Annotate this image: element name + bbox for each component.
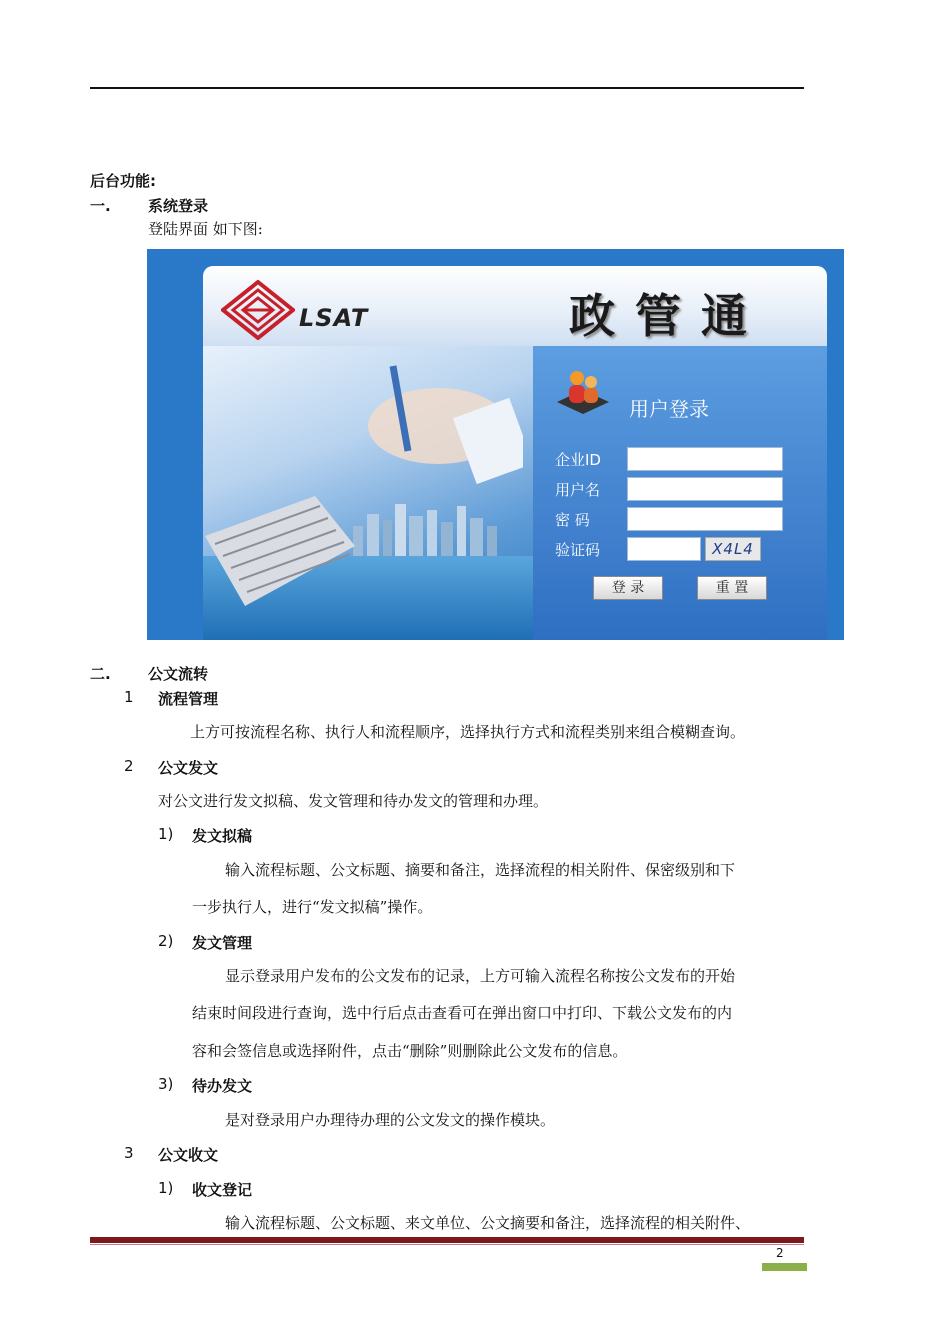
subitem-number-2-3: 3) — [158, 1075, 174, 1093]
pending-send-text: 是对登录用户办理待办理的公文发文的操作模块。 — [225, 1111, 556, 1129]
item-title-flow-management: 流程管理 — [158, 690, 219, 708]
password-input[interactable] — [627, 507, 783, 531]
document-send-text: 对公文进行发文拟稿、发文管理和待办发文的管理和办理。 — [158, 792, 549, 810]
logo-text: LSAT — [299, 304, 369, 332]
label-captcha: 验证码 — [555, 541, 601, 559]
captcha-image[interactable]: X4L4 — [705, 537, 761, 561]
header-rule — [90, 87, 804, 89]
footer-rule — [90, 1237, 804, 1243]
send-management-line-1: 显示登录用户发布的公文发布的记录，上方可输入流程名称按公文发布的开始 — [225, 967, 736, 985]
section-title-login: 系统登录 — [148, 197, 209, 215]
label-username: 用户名 — [555, 481, 601, 499]
item-number-2: 2 — [124, 757, 134, 775]
login-screenshot — [147, 249, 844, 640]
subitem-title-draft: 发文拟稿 — [192, 827, 253, 845]
label-enterprise-id: 企业ID — [555, 451, 601, 469]
username-input[interactable] — [627, 477, 783, 501]
subitem-number-2-2: 2) — [158, 932, 174, 950]
form-title: 用户登录 — [629, 397, 709, 421]
section-number-1: 一. — [90, 197, 111, 215]
office-photo — [203, 346, 533, 640]
lsat-logo-icon — [221, 280, 295, 340]
draft-text-line-1: 输入流程标题、公文标题、摘要和备注，选择流程的相关附件、保密级别和下 — [225, 861, 736, 879]
label-password: 密 码 — [555, 511, 590, 529]
item-title-document-receive: 公文收文 — [158, 1146, 219, 1164]
app-title: 政管通 — [569, 289, 767, 343]
login-panel — [203, 266, 827, 640]
send-management-line-3: 容和会签信息或选择附件，点击“删除”则删除此公文发布的信息。 — [192, 1042, 628, 1060]
login-banner — [203, 266, 827, 346]
section-title-document-flow: 公文流转 — [148, 665, 209, 683]
subitem-title-pending-send: 待办发文 — [192, 1077, 253, 1095]
reset-button[interactable]: 重 置 — [697, 576, 767, 600]
keyboard-icon — [205, 496, 355, 606]
item-number-1: 1 — [124, 688, 134, 706]
item-title-document-send: 公文发文 — [158, 759, 219, 777]
captcha-input[interactable] — [627, 537, 701, 561]
receive-register-line-1: 输入流程标题、公文标题、来文单位、公文摘要和备注，选择流程的相关附件、 — [225, 1214, 751, 1232]
send-management-line-2: 结束时间段进行查询，选中行后点击查看可在弹出窗口中打印、下载公文发布的内 — [192, 1004, 733, 1022]
users-icon — [555, 368, 611, 418]
login-form — [533, 346, 827, 640]
page-number-bar — [762, 1263, 807, 1271]
login-description: 登陆界面 如下图: — [148, 220, 263, 238]
footer-thin-rule — [90, 1244, 804, 1245]
login-button[interactable]: 登 录 — [593, 576, 663, 600]
item-number-3: 3 — [124, 1144, 134, 1162]
subitem-title-receive-register: 收文登记 — [192, 1181, 253, 1199]
flow-management-text: 上方可按流程名称、执行人和流程顺序，选择执行方式和流程类别来组合模糊查询。 — [190, 723, 746, 741]
city-skyline-icon — [343, 496, 523, 556]
section-number-2: 二. — [90, 665, 111, 683]
page-number: 2 — [776, 1246, 784, 1260]
hand-pen-icon — [353, 356, 523, 486]
subitem-title-send-management: 发文管理 — [192, 934, 253, 952]
draft-text-line-2: 一步执行人，进行“发文拟稿”操作。 — [192, 898, 433, 916]
enterprise-id-input[interactable] — [627, 447, 783, 471]
subitem-number-3-1: 1) — [158, 1179, 174, 1197]
section-heading-backend: 后台功能: — [90, 172, 156, 190]
subitem-number-2-1: 1) — [158, 825, 174, 843]
